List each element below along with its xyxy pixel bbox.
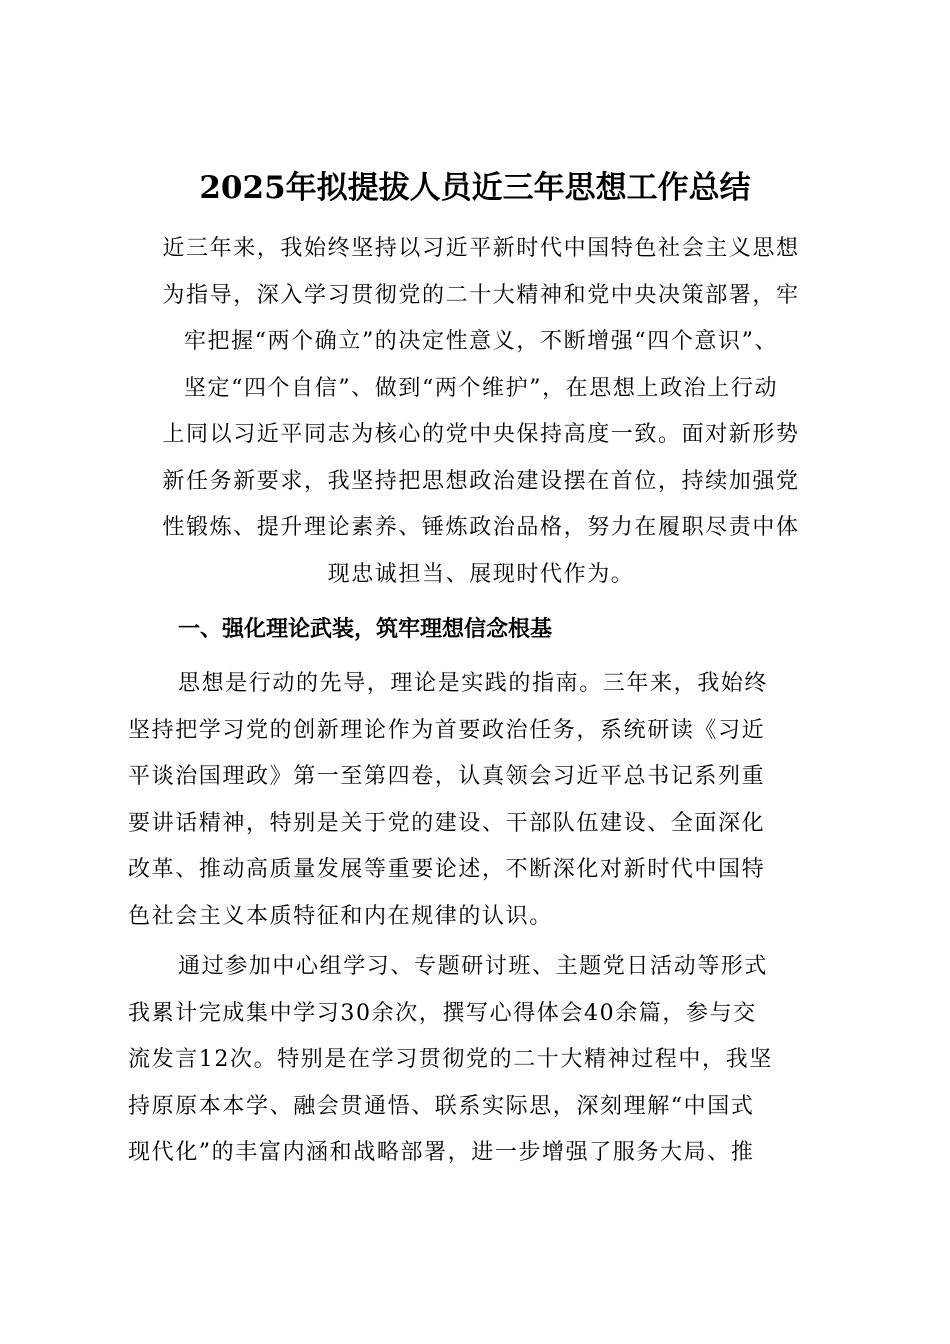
- intro-line: 为指导，深入学习贯彻党的二十大精神和党中央决策部署，牢: [162, 282, 800, 308]
- intro-line: 新任务新要求，我坚持把思想政治建设摆在首位，持续加强党: [162, 468, 800, 494]
- intro-line: 性锻炼、提升理论素养、锤炼政治品格，努力在履职尽责中体: [162, 515, 800, 540]
- paragraph-line: 通过参加中心组学习、专题研讨班、主题党日活动等形式: [178, 954, 769, 979]
- intro-line: 近三年来，我始终坚持以习近平新时代中国特色社会主义思想: [162, 236, 800, 261]
- body-paragraph-1: [128, 661, 834, 941]
- paragraph-line: 我累计完成集中学习30余次，撰写心得体会40余篇，参与交: [128, 1000, 757, 1026]
- intro-paragraph: [128, 226, 834, 598]
- paragraph-line: 思想是行动的先导，理论是实践的指南。三年来，我始终: [178, 671, 769, 696]
- document-title: 2025年拟提拔人员近三年思想工作总结: [199, 170, 751, 206]
- paragraph-line: 持原原本本学、融会贯通悟、联系实际思，深刻理解“中国式: [128, 1093, 755, 1119]
- section-heading: 一、强化理论武装，筑牢理想信念根基: [178, 617, 553, 642]
- paragraph-line: 要讲话精神，特别是关于党的建设、干部队伍建设、全面深化: [128, 810, 766, 836]
- intro-line: 上同以习近平同志为核心的党中央保持高度一致。面对新形势: [162, 422, 800, 447]
- paragraph-line: 平谈治国理政》第一至第四卷，认真领会习近平总书记系列重: [128, 764, 766, 790]
- body-paragraph-2: [128, 944, 834, 1177]
- paragraph-line: 坚持把学习党的创新理论作为首要政治任务，系统研读《习近: [128, 717, 766, 743]
- paragraph-line: 色社会主义本质特征和内在规律的认识。: [128, 903, 553, 929]
- intro-line: 现忠诚担当、展现时代作为。: [327, 561, 635, 587]
- paragraph-line: 流发言12次。特别是在学习贯彻党的二十大精神过程中，我坚: [128, 1047, 773, 1073]
- paragraph-line: 现代化”的丰富内涵和战略部署，进一步增强了服务大局、推: [128, 1140, 755, 1166]
- paragraph-line: 改革、推动高质量发展等重要论述，不断深化对新时代中国特: [128, 857, 766, 883]
- intro-line: 坚定“四个自信”、做到“两个维护”，在思想上政治上行动: [183, 375, 779, 401]
- intro-line: 牢把握“两个确立”的决定性意义，不断增强“四个意识”、: [183, 329, 779, 354]
